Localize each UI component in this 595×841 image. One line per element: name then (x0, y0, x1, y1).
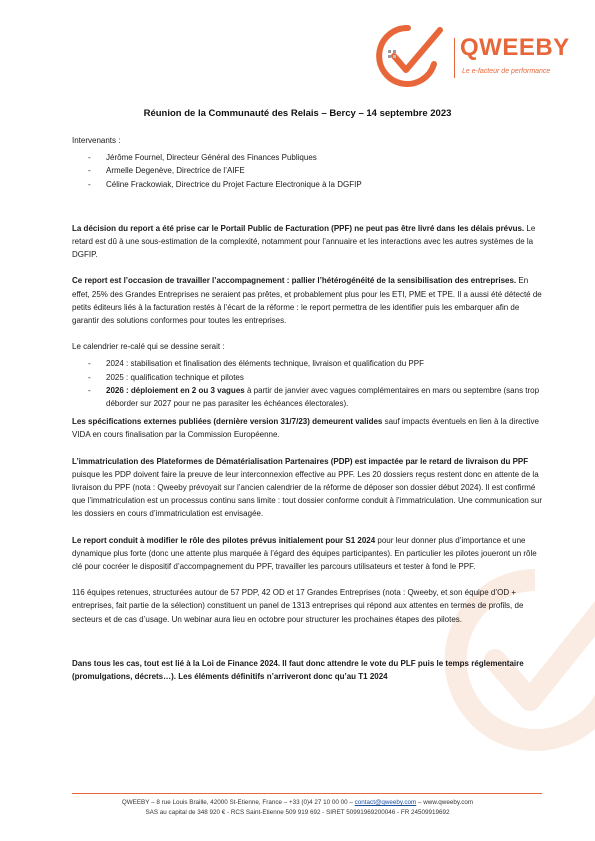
document-title: Réunion de la Communauté des Relais – Bercy – 14 septembre 2023 (143, 108, 452, 119)
footer-email-link[interactable]: contact@qweeby.com (354, 799, 417, 806)
brand-tagline: Le e-facteur de performance (462, 68, 551, 75)
paragraph-bold: Le report conduit à modifier le rôle des pilotes prévus initialement pour S1 2024 (72, 535, 376, 545)
footer-address: QWEEBY – 8 rue Louis Braille, 42000 St-Etienne, France – +33 (0)4 27 10 00 00 – (121, 799, 355, 806)
paragraph-immatriculation (72, 455, 542, 521)
footer-divider (72, 793, 542, 794)
calendrier-list (72, 357, 542, 410)
paragraph-bold: Les spécifications externes publiées (dernière version 31/7/23) demeurent valides (72, 417, 383, 427)
paragraph-text: sauf impacts éventuels en lien à la directive VIDA en cours finalisation par la Commission Européenne. (72, 417, 539, 440)
paragraph-bold: Ce report est l’occasion de travailler l’accompagnement : pallier l’hétérogénéité de la sensibilisation des entreprises. (72, 276, 517, 286)
page-footer (0, 798, 595, 818)
paragraph-bold: L’immatriculation des Plateformes de Dématérialisation Partenaires (PDP) est impactée par le retard de livraison du PPF (72, 456, 529, 466)
paragraph-text: puisque les PDP doivent faire la preuve de leur interconnexion effective au PPF. Les 20 dossiers reçus restent donc en attente de la livraison du PPF (nota : Qweeby prévoyait sur l’ancien calendrier de la réforme de déposer son dossier début 2024). Il est confirmé que l’immatriculation est un processus continu sans limite : tout dossier conforme conduit à l’immatriculation. Une communication sur les dossiers en cours d’immatriculation est envisagée. (72, 469, 542, 519)
list-item: - Jérôme Fournel, Directeur Général des Finances Publiques (72, 151, 542, 164)
logo-separator (454, 38, 455, 78)
footer-website: – www.qweeby.com (416, 799, 474, 806)
paragraph-text: En effet, 25% des Grandes Entreprises ne seraient pas prêtes, et probablement plus pour les ETI, PME et TPE. Il a aussi été détecté de petits éditeurs liés à la facturation restés à l’écart de la réforme : le report permettra de les identifier puis les embarquer afin de garantir des solutions conformes pour toutes les entreprises. (72, 276, 542, 326)
paragraph-bold: La décision du report a été prise car le Portail Public de Facturation (PPF) ne peut pas être livré dans les délais prévus. (72, 223, 525, 233)
list-item-text: à partir de janvier avec vagues complémentaires en mars ou septembre (sans trop déborder sur 2027 pour ne pas parasiter les échéances électorales). (106, 385, 540, 409)
paragraph-conclusion: Dans tous les cas, tout est lié à la Loi de Finance 2024. Il faut donc attendre le vote du PLF puis le temps réglementaire (promulgations, décrets…). Les éléments définitifs n’arriveront donc qu’au T1 2024 (72, 658, 524, 682)
paragraph-accompagnement (72, 274, 542, 327)
footer-line-1 (0, 798, 595, 808)
paragraph-text: Le retard est dû à une sous-estimation de la complexité, notamment pour l’annuaire et les interactions avec les autres systèmes de la DGFIP. (72, 223, 536, 260)
paragraph-specifications (72, 415, 542, 441)
list-item-bold: 2026 : déploiement en 2 ou 3 vagues (106, 385, 245, 395)
list-item: - 2024 : stabilisation et finalisation des éléments technique, livraison et qualification du PPF (72, 357, 542, 370)
paragraph-equipes: 116 équipes retenues, structurées autour de 57 PDP, 42 OD et 17 Grandes Entreprises (nota : Qweeby, et son équipe d’OD + entreprises, fait partie de la sélection) constituent un panel de 1313 entreprises qui répond aux attentes en termes de profils, de secteurs et de cas d’usage. Un webinar aura lieu en octobre pour structurer les prochaines étapes des pilotes. (72, 588, 524, 624)
list-item (72, 384, 542, 410)
list-item: - Armelle Degenève, Directrice de l’AIFE (72, 164, 542, 177)
list-item: - Céline Frackowiak, Directrice du Projet Facture Electronique à la DGFIP (72, 178, 542, 191)
document-body (72, 134, 542, 683)
list-item: - 2025 : qualification technique et pilotes (72, 371, 542, 384)
paragraph-report-decision (72, 222, 542, 262)
intervenants-list (72, 151, 542, 191)
brand-name: QWEEBY (460, 34, 570, 61)
paragraph-text: pour leur donner plus d’importance et une dynamique plus forte (donc une attente plus marquée à l’égard des équipes participantes). En particulier les pilotes joueront un rôle clé pour cocréer le dispositif d’accompagnement du PPF, travailler les parcours utilisateurs et tester à fond le PPF. (72, 535, 537, 572)
intervenants-label: Intervenants : (72, 136, 121, 145)
qweeby-mark-icon (368, 20, 454, 88)
paragraph-pilotes (72, 534, 542, 574)
calendrier-label: Le calendrier re-calé qui se dessine serait : (72, 342, 225, 352)
footer-line-2: SAS au capital de 348 920 € - RCS Saint-Etienne 509 919 692 - SIRET 50991969200046 - FR 24509919692 (145, 809, 450, 816)
company-logo (368, 20, 568, 88)
